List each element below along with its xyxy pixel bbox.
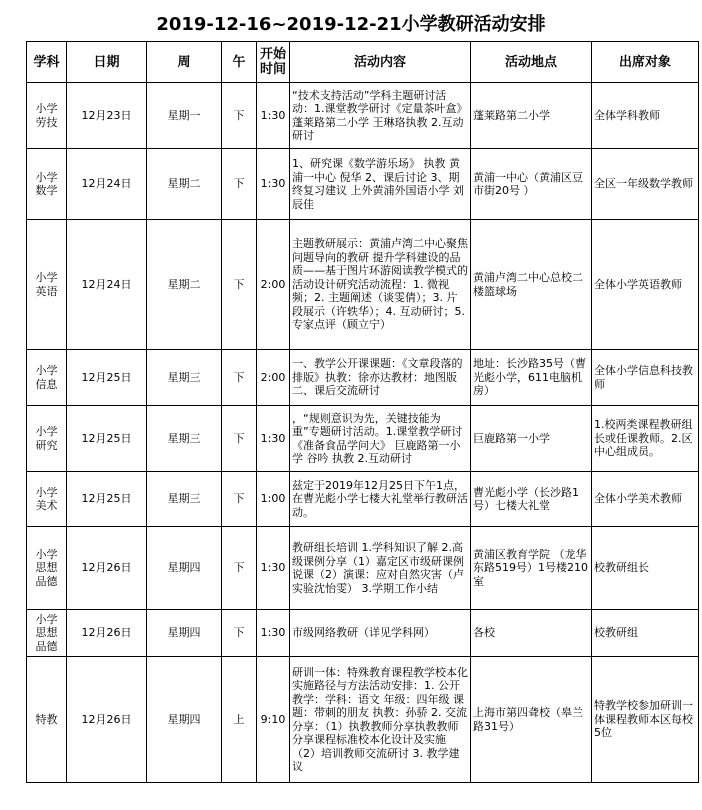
location-cell: 黄浦卢湾二中心总校二楼篮球场 [471,220,592,350]
time-cell: 1:00 [257,472,290,527]
time-cell: 1:30 [257,83,290,149]
subject-cell [27,472,67,527]
weekday-cell: 星期三 [147,406,222,472]
time-cell: 9:10 [257,657,290,783]
subject-line: 美术 [35,499,58,512]
time-cell: 2:00 [257,220,290,350]
header-ampm: 午 [222,42,257,83]
subject-line: 数学 [35,184,58,197]
content-cell: 市级网络教研（详见学科网） [290,610,471,657]
date-cell: 12月24日 [67,220,147,350]
subject-line: 小学 [35,425,58,438]
subject-cell [27,149,67,220]
header-start-line2: 时间 [259,62,286,77]
header-subject: 学科 [27,42,67,83]
header-start-time [257,42,290,83]
ampm-cell: 下 [222,350,257,406]
date-cell: 12月25日 [67,406,147,472]
header-weekday: 周 [147,42,222,83]
ampm-cell: 下 [222,610,257,657]
content-cell: “技术支持活动”学科主题研讨活动：1.课堂教学研讨《定量茶叶盒》 蓬莱路第二小学 王琳珞执教 2.互动研讨 [290,83,471,149]
attendees-cell: 1.校两类课程教研组长或任课教师。2.区中心组成员。 [592,406,699,472]
subject-cell [27,406,67,472]
date-cell: 12月25日 [67,350,147,406]
weekday-cell: 星期二 [147,149,222,220]
time-cell: 1:30 [257,527,290,610]
schedule-table [26,41,699,783]
table-row [27,610,699,657]
content-cell: 教研组长培训 1.学科知识了解 2.高级课例分享（1）嘉定区市级研课例说课（2）演课：应对自然灾害（卢实验沈怡雯） 3.学期工作小结 [290,527,471,610]
weekday-cell: 星期二 [147,220,222,350]
header-location: 活动地点 [471,42,592,83]
date-cell: 12月25日 [67,472,147,527]
time-cell: 1:30 [257,610,290,657]
subject-line: 小学 [35,364,58,377]
location-cell: 巨鹿路第一小学 [471,406,592,472]
date-cell: 12月26日 [67,527,147,610]
table-row [27,220,699,350]
attendees-cell: 全体小学信息科技教师 [592,350,699,406]
subject-cell [27,657,67,783]
date-cell: 12月26日 [67,610,147,657]
ampm-cell: 下 [222,220,257,350]
location-cell: 黄浦区教育学院 （龙华东路519号）1号楼210室 [471,527,592,610]
table-row [27,406,699,472]
weekday-cell: 星期一 [147,83,222,149]
subject-cell [27,220,67,350]
header-start-line1: 开始 [259,47,286,62]
table-row [27,527,699,610]
weekday-cell: 星期四 [147,527,222,610]
subject-line: 小学 [35,170,58,184]
ampm-cell: 下 [222,472,257,527]
weekday-cell: 星期四 [147,657,222,783]
subject-line: 研究 [35,438,58,452]
subject-line: 信息 [35,377,58,391]
page-title: 2019-12-16~2019-12-21小学教研活动安排 [156,14,546,35]
weekday-cell: 星期三 [147,350,222,406]
subject-cell [27,350,67,406]
location-cell: 各校 [471,610,592,657]
subject-line: 思想 [35,626,58,640]
location-cell: 蓬莱路第二小学 [471,83,592,149]
subject-line: 品德 [35,574,58,588]
subject-line: 思想 [35,561,58,575]
location-cell: 地址：长沙路35号（曹光彪小学，611电脑机房） [471,350,592,406]
content-cell: 研训一体：特殊教育课程教学校本化实施路径与方法活动安排：1. 公开教学：学科：语文 年级：四年级 课题：带刺的朋友 执教：孙骄 2. 交流分享：（1）执教教师分享执教教师分享课程标准校本化设计及实施（2）培训教师交流研讨 3. 教学建议 [290,657,471,783]
time-cell: 2:00 [257,350,290,406]
subject-cell [27,610,67,657]
location-cell: 上海市第四聋校（皋兰路31号） [471,657,592,783]
attendees-cell: 校教研组长 [592,527,699,610]
subject-line: 小学 [35,547,58,561]
table-row [27,657,699,783]
attendees-cell: 全区一年级数学教师 [592,149,699,220]
attendees-cell: 全体小学美术教师 [592,472,699,527]
subject-cell [27,83,67,149]
time-cell: 1:30 [257,149,290,220]
date-cell: 12月23日 [67,83,147,149]
location-cell: 曹光彪小学（长沙路1号）七楼大礼堂 [471,472,592,527]
table-row [27,149,699,220]
subject-line: 特教 [35,712,58,726]
header-date: 日期 [67,42,147,83]
subject-cell [27,527,67,610]
content-cell: ，“规则意识为先，关键技能为重”专题研讨活动。1.课堂教学研讨《准备食品学问大》 巨鹿路第一小学 谷吟 执教 2.互动研讨 [290,406,471,472]
header-attendees: 出席对象 [592,42,699,83]
subject-line: 小学 [35,102,58,115]
time-cell: 1:30 [257,406,290,472]
subject-line: 小学 [35,612,58,626]
weekday-cell: 星期三 [147,472,222,527]
subject-line: 小学 [35,271,58,284]
table-row [27,472,699,527]
ampm-cell: 下 [222,149,257,220]
header-content: 活动内容 [290,42,471,83]
ampm-cell: 下 [222,527,257,610]
ampm-cell: 上 [222,657,257,783]
date-cell: 12月24日 [67,149,147,220]
weekday-cell: 星期四 [147,610,222,657]
ampm-cell: 下 [222,83,257,149]
content-cell: 一、教学公开课课题：《文章段落的排版》执教：徐亦达教材：地图版二、课后交流研讨 [290,350,471,406]
subject-line: 品德 [35,639,58,653]
subject-line: 劳技 [35,115,58,129]
ampm-cell: 下 [222,406,257,472]
content-cell: 主题教研展示：黄浦卢湾二中心聚焦问题导向的教研 提升学科建设的品质——基于图片环游阅读教学模式的活动设计研究活动流程：1. 微视频；2. 主题阐述（谈雯倩）；3. 片段展示（许轶华）；4. 互动研讨；5. 专家点评（顾立宁） [290,220,471,350]
attendees-cell: 特教学校参加研训一体课程教师本区每校5位 [592,657,699,783]
date-cell: 12月26日 [67,657,147,783]
table-row [27,83,699,149]
location-cell: 黄浦一中心（黄浦区豆市街20号 ） [471,149,592,220]
subject-line: 小学 [35,485,58,499]
table-row [27,350,699,406]
attendees-cell: 全体学科教师 [592,83,699,149]
header-row [27,42,699,83]
content-cell: 兹定于2019年12月25日下午1点，在曹光彪小学七楼大礼堂举行教研活动。 [290,472,471,527]
attendees-cell: 校教研组 [592,610,699,657]
attendees-cell: 全体小学英语教师 [592,220,699,350]
content-cell: 1、研究课《数学游乐场》 执教 黄浦一中心 倪华 2、课后讨论 3、期终复习建议 上外黄浦外国语小学 刘辰佳 [290,149,471,220]
subject-line: 英语 [35,284,58,298]
